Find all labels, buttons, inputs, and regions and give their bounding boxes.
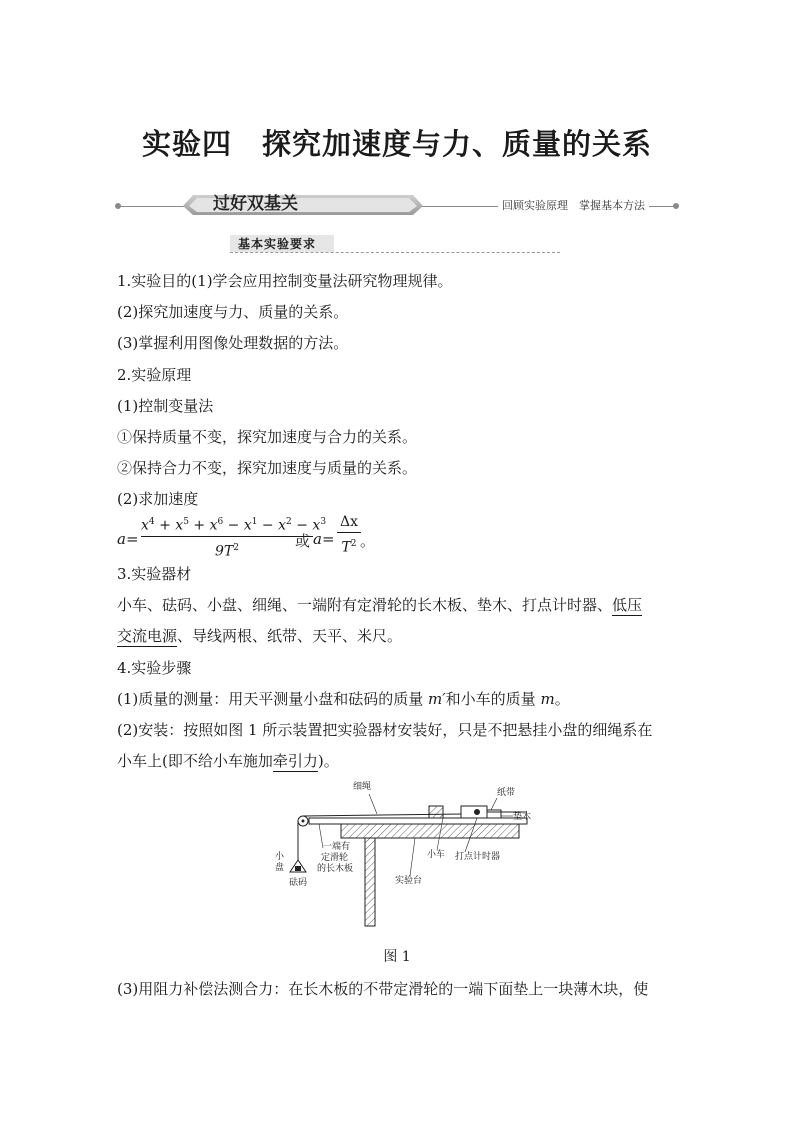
para-purpose-2: (2)探究加速度与力、质量的关系。 — [117, 303, 349, 321]
subheading-text: 基本实验要求 — [238, 237, 317, 251]
formula-a-2: a — [313, 530, 322, 548]
weight-icon — [295, 866, 301, 871]
figure-caption: 图 1 — [383, 949, 411, 965]
para-constant-force: ②保持合力不变，探究加速度与质量的关系。 — [117, 459, 418, 477]
formula-end-mark: 。 — [360, 532, 376, 550]
para-purpose-3: (3)掌握利用图像处理数据的方法。 — [117, 334, 349, 352]
subheading-underline — [230, 252, 560, 253]
label-table: 实验台 — [395, 876, 423, 886]
para-equipment-list: 小车、砝码、小盘、细绳、一端附有定滑轮的长木板、垫木、打点计时器、低压 — [117, 596, 643, 614]
para-steps: 4.实验步骤 — [117, 659, 192, 677]
page-title — [0, 122, 794, 163]
para-step-friction: (3)用阻力补偿法测合力：在长木板的不带定滑轮的一端下面垫上一块薄木块，使 — [117, 980, 649, 998]
para-acceleration: (2)求加速度 — [117, 490, 199, 508]
formula-denominator-2: $T^2$ — [341, 539, 357, 556]
section-banner — [117, 190, 677, 218]
formula-fraction-bar-2 — [337, 532, 361, 533]
para-step-measure: (1)质量的测量：用天平测量小盘和砝码的质量 m′和小车的质量 m。 — [117, 690, 570, 708]
figure-1-apparatus — [265, 780, 535, 930]
formula-numerator-2: Δx — [339, 514, 358, 530]
formula-a: a — [117, 530, 126, 548]
label-board-3: 的长木板 — [317, 864, 354, 874]
acceleration-formula — [117, 514, 477, 560]
formula-numerator: $x^4 + x^5 + x^6 - x^1 - x^2 - x^3$ — [141, 517, 327, 534]
para-principle: 2.实验原理 — [117, 366, 192, 384]
long-board — [309, 818, 527, 824]
banner-right-text: 回顾实验原理 掌握基本方法 — [498, 198, 649, 214]
timer — [487, 810, 501, 818]
label-timer: 打点计时器 — [455, 852, 501, 862]
label-tape: 纸带 — [497, 788, 516, 798]
formula-or: 或 — [295, 532, 311, 550]
label-pan-1: 小 — [275, 852, 285, 862]
label-cart: 小车 — [427, 850, 446, 860]
label-pan-2: 盘 — [275, 863, 285, 873]
label-rope: 细绳 — [353, 782, 372, 792]
label-pad: 垫木 — [513, 812, 532, 822]
formula-fraction-bar — [141, 536, 313, 537]
para-equipment-list-2: 交流电源、导线两根、纸带、天平、米尺。 — [117, 627, 403, 645]
banner-dot-right — [673, 203, 679, 209]
subheading — [230, 232, 560, 254]
formula-fraction-1 — [141, 514, 327, 560]
title-experiment-number: 实验四 — [141, 127, 232, 161]
para-step-install-2: 小车上(即不给小车施加牵引力)。 — [117, 752, 339, 770]
para-control-variables: (1)控制变量法 — [117, 397, 214, 415]
para-equipment: 3.实验器材 — [117, 565, 192, 583]
para-step-install: (2)安装：按照如图 1 所示装置把实验器材安装好，只是不把悬挂小盘的细绳系在 — [117, 721, 653, 739]
formula-equals-2: = — [322, 530, 335, 548]
pad-block — [429, 806, 443, 818]
table-top — [341, 824, 519, 838]
banner-dot-left — [115, 203, 121, 209]
label-weight: 砝码 — [289, 878, 308, 888]
formula-denominator: $9T^2$ — [215, 542, 239, 560]
label-board-2: 定滑轮 — [321, 853, 349, 863]
title-topic: 探究加速度与力、质量的关系 — [262, 127, 653, 161]
banner-tab-label: 过好双基关 — [213, 194, 298, 214]
table-leg — [365, 838, 375, 926]
formula-fraction-2 — [337, 514, 361, 556]
label-board-1: 一端有 — [323, 842, 351, 852]
formula-equals: = — [126, 530, 139, 548]
para-constant-mass: ①保持质量不变，探究加速度与合力的关系。 — [117, 428, 418, 446]
para-purpose: 1.实验目的(1)学会应用控制变量法研究物理规律。 — [117, 272, 453, 290]
